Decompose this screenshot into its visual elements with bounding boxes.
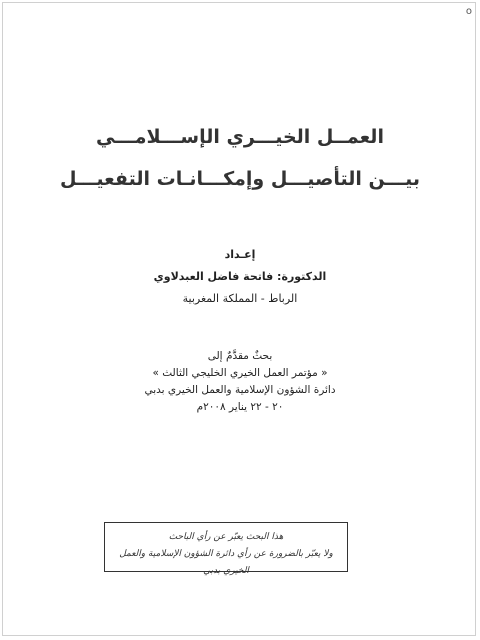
conference-block bbox=[0, 348, 480, 416]
page-corner-mark: o bbox=[465, 6, 472, 17]
prepared-by-label: إعـداد bbox=[224, 248, 256, 261]
disclaimer-box bbox=[104, 522, 348, 576]
book-subtitle: بيـــن التأصيـــل وإمكـــانـات التفعيـــل bbox=[59, 168, 421, 190]
author-location: الرباط - المملكة المغربية bbox=[182, 292, 298, 305]
disclaimer-line-2: ولا يعبّر بالضرورة عن رأي دائرة الشؤون الإسلامية والعمل الخيري بدبي bbox=[119, 549, 333, 576]
conference-organizer: دائرة الشؤون الإسلامية والعمل الخيري بدبي bbox=[144, 384, 336, 396]
book-title: العمــل الخيـــري الإســـلامـــي bbox=[96, 126, 384, 148]
title-block bbox=[0, 126, 480, 190]
conference-name: « مؤتمر العمل الخيري الخليجي الثالث » bbox=[152, 367, 328, 379]
disclaimer-line-1: هذا البحث يعبّر عن رأي الباحث bbox=[168, 532, 284, 542]
author-block bbox=[130, 244, 350, 310]
author-name: الدكتورة: فاتحة فاضل العبدلاوي bbox=[153, 270, 327, 283]
conference-intro: بحثٌ مقدَّمٌ إلى bbox=[207, 350, 273, 362]
conference-date: ٢٠ - ٢٢ يناير ٢٠٠٨م bbox=[196, 401, 284, 413]
